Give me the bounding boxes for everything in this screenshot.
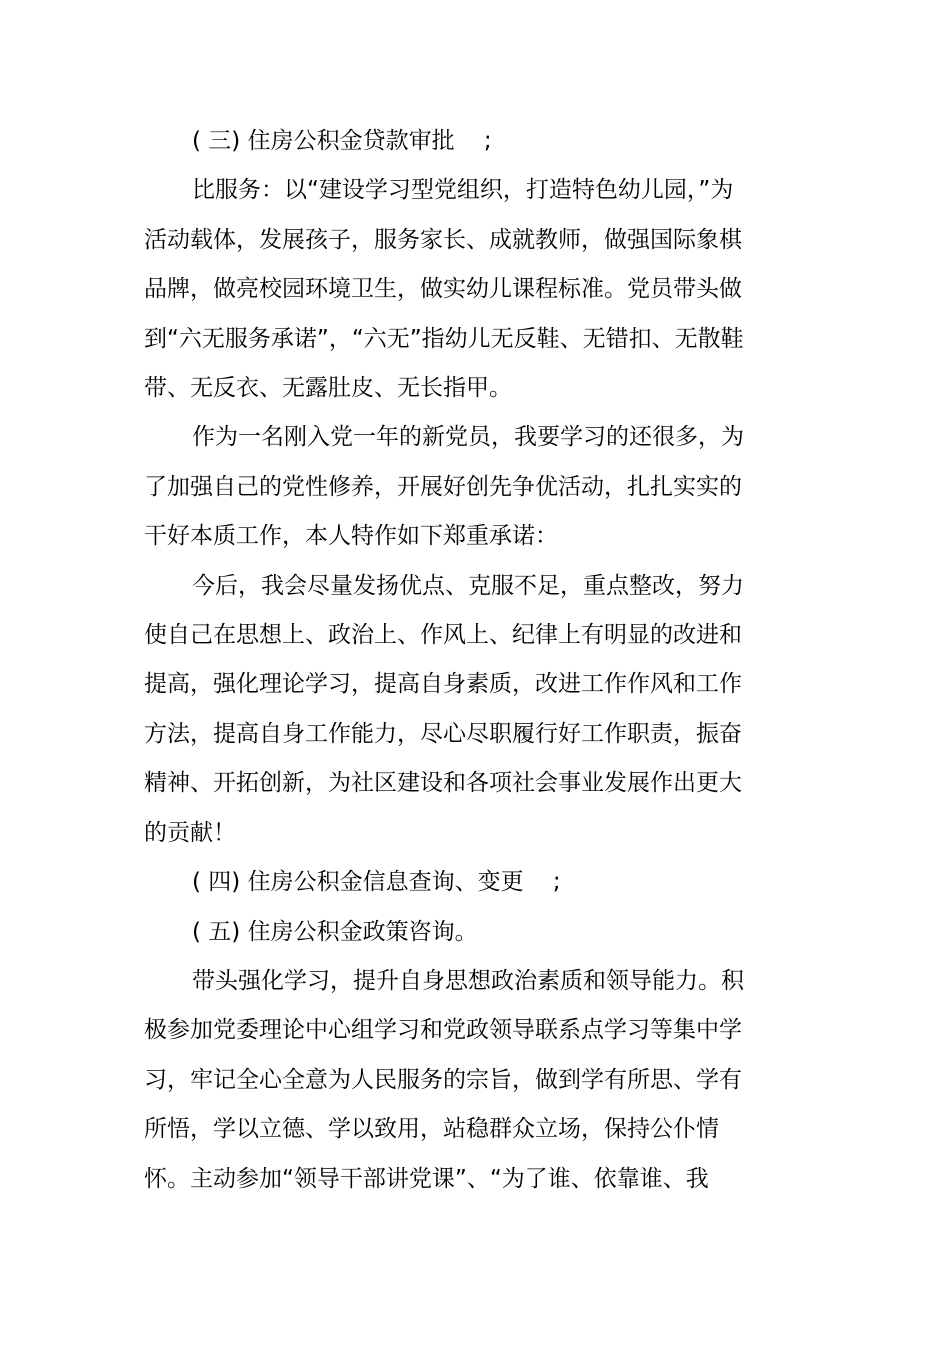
paragraph-service-commitment: 比服务：以“建设学习型党组织，打造特色幼儿园，”为活动载体，发展孩子，服务家长、成就教师，做强国际象棋品牌，做亮校园环境卫生，做实幼儿课程标准。党员带头做到“六无服务承诺”，“六无”指幼儿无反鞋、无错扣、无散鞋带、无反衣、无露肚皮、无长指甲。 <box>144 177 744 402</box>
paragraph-study-leadership: 带头强化学习，提升自身思想政治素质和领导能力。积极参加党委理论中心组学习和党政领导联系点学习等集中学习，牢记全心全意为人民服务的宗旨，做到学有所思、学有所悟，学以立德、学以致用，站稳群众立场，保持公仆情怀。主动参加“领导干部讲党课”、“为了谁、依靠谁、我 <box>144 967 744 1192</box>
list-item-housing-fund-policy-consult: ( 五) 住房公积金政策咨询。 <box>192 918 478 945</box>
document-body <box>144 117 744 1204</box>
paragraph-new-member-intro: 作为一名刚入党一年的新党员，我要学习的还很多，为了加强自己的党性修养，开展好创先争优活动，扎扎实实的干好本质工作，本人特作如下郑重承诺： <box>144 424 744 550</box>
paragraph-pledge: 今后，我会尽量发扬优点、克服不足，重点整改，努力使自己在思想上、政治上、作风上、纪律上有明显的改进和提高，强化理论学习，提高自身素质，改进工作作风和工作方法，提高自身工作能力，尽心尽职履行好工作职责，振奋精神、开拓创新，为社区建设和各项社会事业发展作出更大的贡献！ <box>144 572 744 846</box>
list-item-housing-fund-info-query: ( 四) 住房公积金信息查询、变更 ; <box>192 869 561 896</box>
list-item-housing-fund-loan-approval: ( 三) 住房公积金贷款审批 ; <box>192 128 492 154</box>
